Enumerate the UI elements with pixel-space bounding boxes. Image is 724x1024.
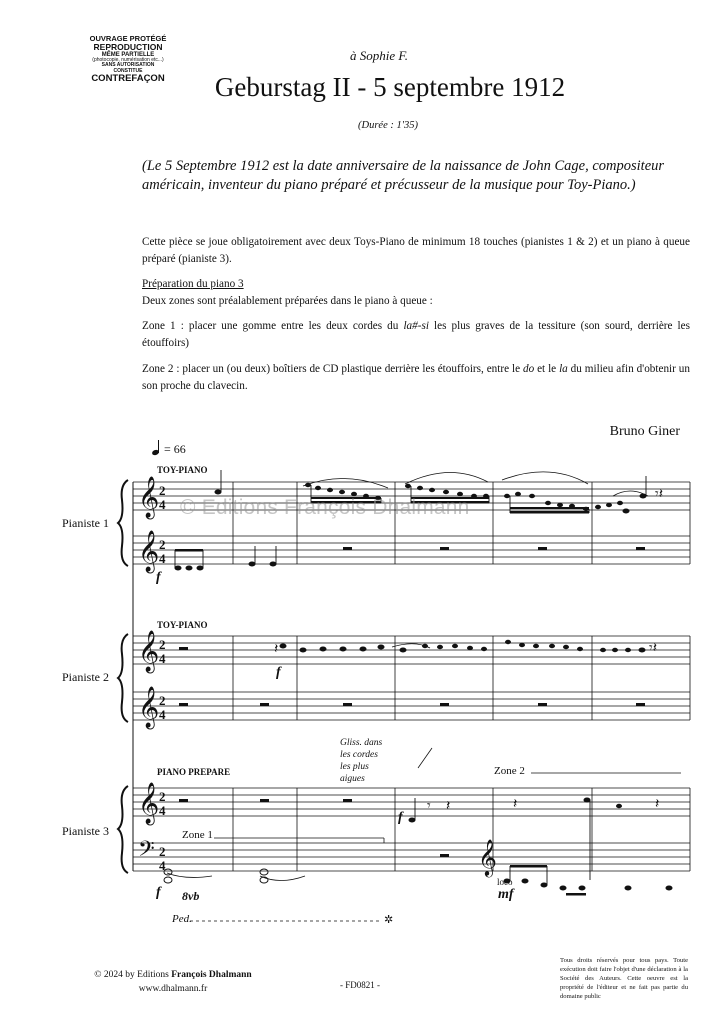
svg-text:𝄾𝄽: 𝄾𝄽 [649,640,658,656]
svg-text:𝄽: 𝄽 [446,798,451,814]
stems [175,470,646,885]
zone2-text-mid: et le [534,363,560,375]
preparation-intro: Deux zones sont préalablement préparées dans le piano à queue : [142,295,433,307]
octave-marking: 8vb [182,889,200,903]
historical-note: (Le 5 Septembre 1912 est la date anniversaire de la naissance de John Cage, compositeur américain, inventeur du piano préparé et précusseur de la musique pour Toy-Piano.) [142,158,665,193]
svg-text:2: 2 [159,483,166,498]
gliss-line: les cordes [340,750,378,760]
pedal-release-icon: ✲ [384,914,394,926]
instrument-label-p1: TOY-PIANO [157,465,208,475]
watermark: © Editions François Dhalmann [180,496,470,519]
svg-text:2: 2 [159,637,166,652]
svg-text:2: 2 [159,844,166,859]
svg-text:𝄽: 𝄽 [274,641,279,657]
zone1-text: Zone 1 : placer une gomme entre les deux cordes du [142,320,404,332]
svg-text:𝄞: 𝄞 [138,631,160,672]
zone1-notes: la#-si [403,320,429,332]
protection-line: OUVRAGE PROTÉGÉ [89,34,167,43]
publisher-name: François Dhalmann [171,970,252,980]
protection-line: CONSTITUE [113,67,143,74]
pedal-marking: Ped. [172,913,192,925]
zone2-label: Zone 2 [494,765,525,777]
svg-text:4: 4 [159,651,166,666]
svg-text:4: 4 [159,551,166,566]
gliss-line: Gliss. dans [340,738,383,748]
barlines [233,482,690,871]
loco-marking: loco [497,877,513,887]
staff-p3-lower [133,843,690,871]
svg-text:𝄽: 𝄽 [655,796,660,812]
svg-text:2: 2 [159,693,166,708]
duration: (Durée : 1'35) [358,120,418,131]
svg-text:4: 4 [159,803,166,818]
svg-text:𝄞: 𝄞 [138,531,160,572]
instrument-label-p3: PIANO PREPARE [157,767,231,777]
svg-text:4: 4 [159,497,166,512]
svg-text:𝄾𝄽: 𝄾𝄽 [655,486,664,502]
page-title: Geburstag II - 5 septembre 1912 [214,72,566,102]
svg-text:𝄞: 𝄞 [138,783,160,824]
zone2-text: Zone 2 : placer un (ou deux) boîtiers de CD plastique derrière les étouffoirs, entre le [142,363,523,375]
zone2-note-do: do [522,363,535,375]
svg-text:𝄾: 𝄾 [427,798,431,814]
footer-copyright [78,968,268,996]
player-label-p3: Pianiste 3 [62,824,109,838]
player-label-p1: Pianiste 1 [62,516,109,530]
dynamic-p3-lower: f [156,885,161,900]
staff-p2-lower [133,692,690,720]
dedication: à Sophie F. [350,48,408,63]
svg-text:𝄞: 𝄞 [138,687,160,728]
zone2-note-la: la [559,363,568,375]
gliss-line: les plus [340,762,369,772]
protection-line: REPRODUCTION [93,41,163,52]
composer: Bruno Giner [609,424,680,439]
protection-line: (photocopie, numérisation etc...) [92,57,164,64]
svg-text:4: 4 [159,858,166,873]
publisher-website: www.dhalmann.fr [138,984,208,994]
gliss-instruction [340,737,382,785]
protection-line: CONTREFAÇON [91,72,165,84]
svg-text:𝄢: 𝄢 [138,837,155,867]
catalog-reference: - FD0821 - [340,980,380,990]
gliss-line: aigues [340,774,365,784]
staff-p2-upper [133,636,690,664]
noteheads [164,483,673,891]
staff-p3-upper [133,788,690,816]
dynamic-p3-upper: f [398,810,403,825]
dynamic-p1: f [156,570,161,585]
zone1-label: Zone 1 [182,829,213,841]
svg-text:2: 2 [159,537,166,552]
copyright-text: © 2024 by Editions [94,970,172,980]
protection-line: MÊME PARTIELLE [101,51,155,58]
dynamic-p2: f [276,665,281,680]
rights-notice: Tous droits réservés pour tous pays. Toute exécution doit faire l'objet d'une déclaration à la Société des Auteurs. Cette oeuvre est la propriété de l'éditeur et ne fait pas partie du domaine public [560,957,688,1000]
staff-p1-lower [133,536,690,564]
zone2-text-end: du milieu afin d'obtenir un son proche du clavecin. [142,363,690,392]
svg-text:4: 4 [159,707,166,722]
zone1-text-end: les plus graves de la tessiture (son sourd, derrière les étouffoirs) [142,320,690,349]
tempo-value: = 66 [164,442,186,456]
svg-text:𝄞: 𝄞 [478,838,497,876]
dynamic-p3-loco: mf [498,887,514,902]
player-label-p2: Pianiste 2 [62,670,109,684]
protection-line: SANS AUTORISATION [101,62,155,69]
instrument-label-p2: TOY-PIANO [157,620,208,630]
svg-text:𝄽: 𝄽 [513,796,518,812]
intro-paragraph: Cette pièce se joue obligatoirement avec deux Toys-Piano de minimum 18 touches (pianistes 1 & 2) et un piano à queue préparé (pianiste 3). [142,236,690,265]
svg-text:2: 2 [159,789,166,804]
preparation-title: Préparation du piano 3 [142,278,244,290]
svg-text:𝄞: 𝄞 [138,477,160,518]
